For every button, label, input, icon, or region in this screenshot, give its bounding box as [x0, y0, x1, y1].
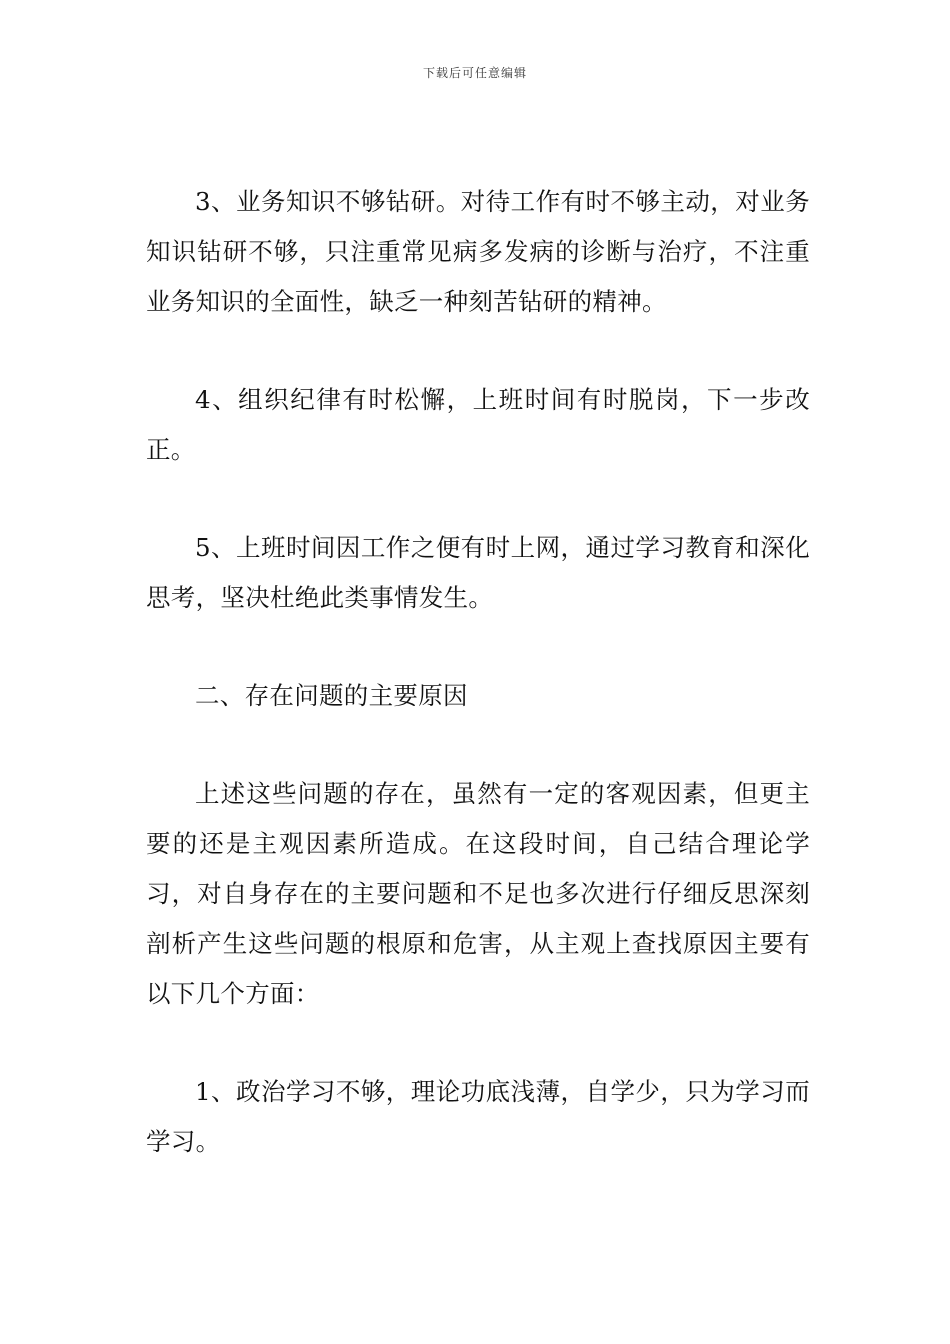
- section-heading-causes: 二、存在问题的主要原因: [195, 681, 468, 710]
- paragraph-item-5: 5、上班时间因工作之便有时上网，通过学习教育和深化思考，坚决杜绝此类事情发生。: [146, 533, 810, 612]
- paragraph-item-3: 3、业务知识不够钻研。对待工作有时不够主动，对业务知识钻研不够，只注重常见病多发病的诊断与治疗，不注重业务知识的全面性，缺乏一种刻苦钻研的精神。: [146, 187, 810, 316]
- paragraph-cause-1: 1、政治学习不够，理论功底浅薄，自学少，只为学习而学习。: [146, 1077, 810, 1156]
- paragraph-item-4: 4、组织纪律有时松懈，上班时间有时脱岗，下一步改正。: [146, 385, 810, 464]
- document-body: [146, 177, 810, 1167]
- page-header-note: 下载后可任意编辑: [422, 66, 527, 80]
- paragraph-causes-intro: 上述这些问题的存在，虽然有一定的客观因素，但更主要的还是主观因素所造成。在这段时间，自己结合理论学习，对自身存在的主要问题和不足也多次进行仔细反思深刻剖析产生这些问题的根原和危害，从主观上查找原因主要有以下几个方面：: [146, 779, 810, 1008]
